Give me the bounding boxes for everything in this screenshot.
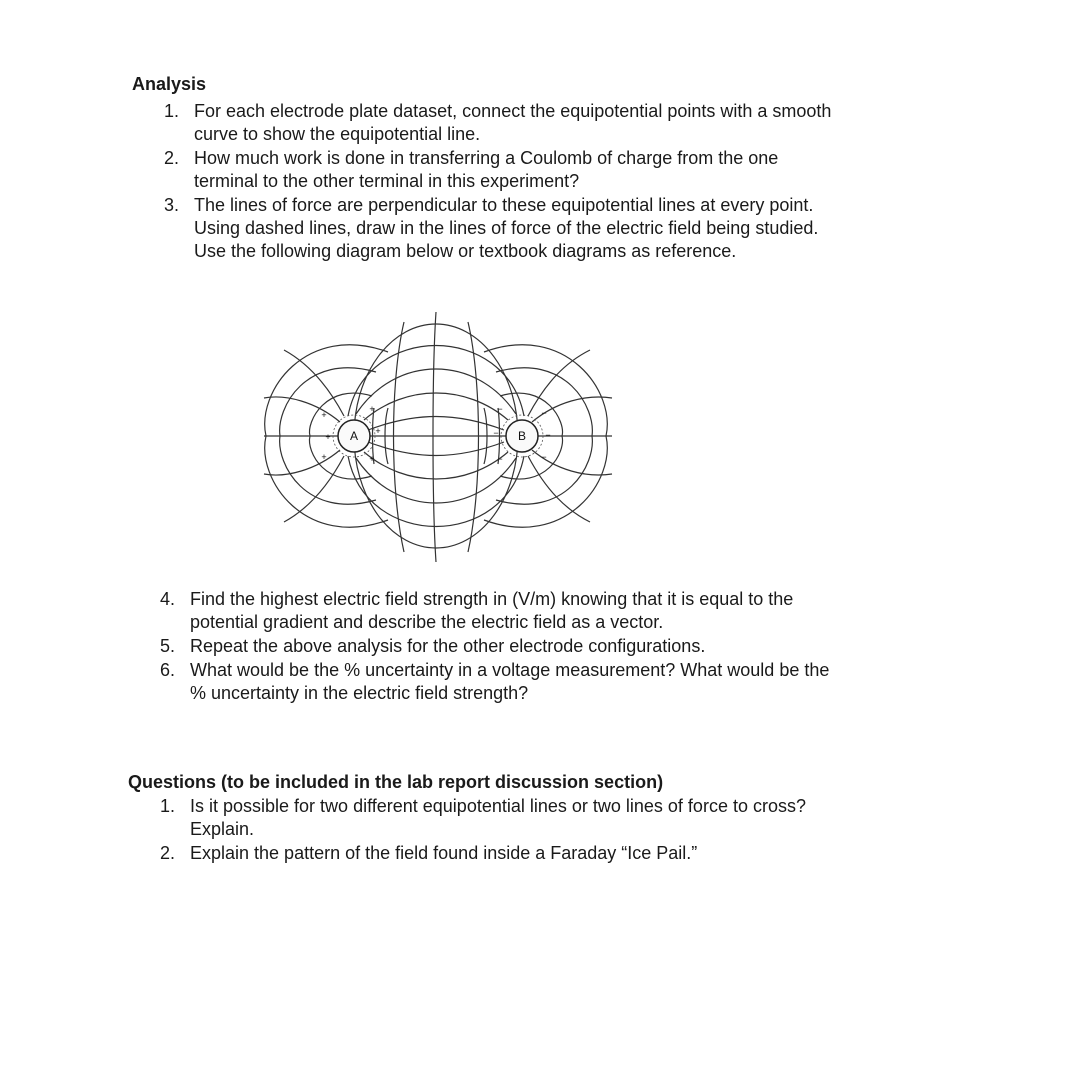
item-text: Is it possible for two different equipotential lines or two lines of force to cross? Explain. xyxy=(190,796,806,839)
item-text: For each electrode plate dataset, connect the equipotential points with a smooth curve to show the equipotential line. xyxy=(194,101,832,144)
charge-a-sign: + xyxy=(375,426,381,436)
analysis-heading: Analysis xyxy=(132,74,207,94)
field-line xyxy=(528,350,590,416)
item-number: 1. xyxy=(160,796,176,816)
item-number: 4. xyxy=(160,589,176,609)
charge-a-sign: + xyxy=(321,410,327,420)
charge-b-sign: − xyxy=(545,430,551,440)
charge-b-label: B xyxy=(517,429,527,443)
charge-b-sign: − xyxy=(493,428,499,438)
item-text: How much work is done in transferring a Coulomb of charge from the one terminal to the other terminal in this experiment? xyxy=(194,148,779,191)
item-number: 1. xyxy=(164,101,180,121)
charge-b-sign: − xyxy=(541,452,547,462)
item-number: 5. xyxy=(160,636,176,656)
charge-b-sign: − xyxy=(497,404,503,414)
charge-b-sign: − xyxy=(497,454,503,464)
item-text: The lines of force are perpendicular to these equipotential lines at every point. Using dashed lines, draw in the lines of force of the electric field being studied. Use the following diagram below or textbook diagrams as reference. xyxy=(194,195,819,261)
item-number: 2. xyxy=(164,148,180,168)
charge-a-label: A xyxy=(349,429,359,443)
charge-b-sign: − xyxy=(541,408,547,418)
field-line xyxy=(356,369,516,414)
field-line xyxy=(368,417,504,431)
field-line xyxy=(356,458,516,503)
charge-a-sign: + xyxy=(369,454,375,464)
questions-heading: Questions (to be included in the lab report discussion section) xyxy=(128,772,664,792)
item-number: 3. xyxy=(164,195,180,215)
item-number: 2. xyxy=(160,843,176,863)
field-line xyxy=(264,450,340,475)
item-number: 6. xyxy=(160,660,176,680)
charge-a-sign: + xyxy=(321,452,327,462)
field-line xyxy=(528,456,590,522)
field-line xyxy=(348,456,524,527)
item-text: Find the highest electric field strength in (V/m) knowing that it is equal to the potential gradient and describe the electric field as a vector. xyxy=(190,589,794,632)
charge-a-sign: + xyxy=(325,432,331,442)
electric-field-diagram xyxy=(256,312,618,562)
item-text: Repeat the above analysis for the other electrode configurations. xyxy=(190,636,706,656)
item-text: Explain the pattern of the field found inside a Faraday “Ice Pail.” xyxy=(190,843,698,863)
item-text: What would be the % uncertainty in a voltage measurement? What would be the % uncertainty in the electric field strength? xyxy=(190,660,830,703)
charge-a-sign: + xyxy=(369,404,375,414)
equipotential-line xyxy=(433,312,436,562)
field-line xyxy=(368,442,504,456)
